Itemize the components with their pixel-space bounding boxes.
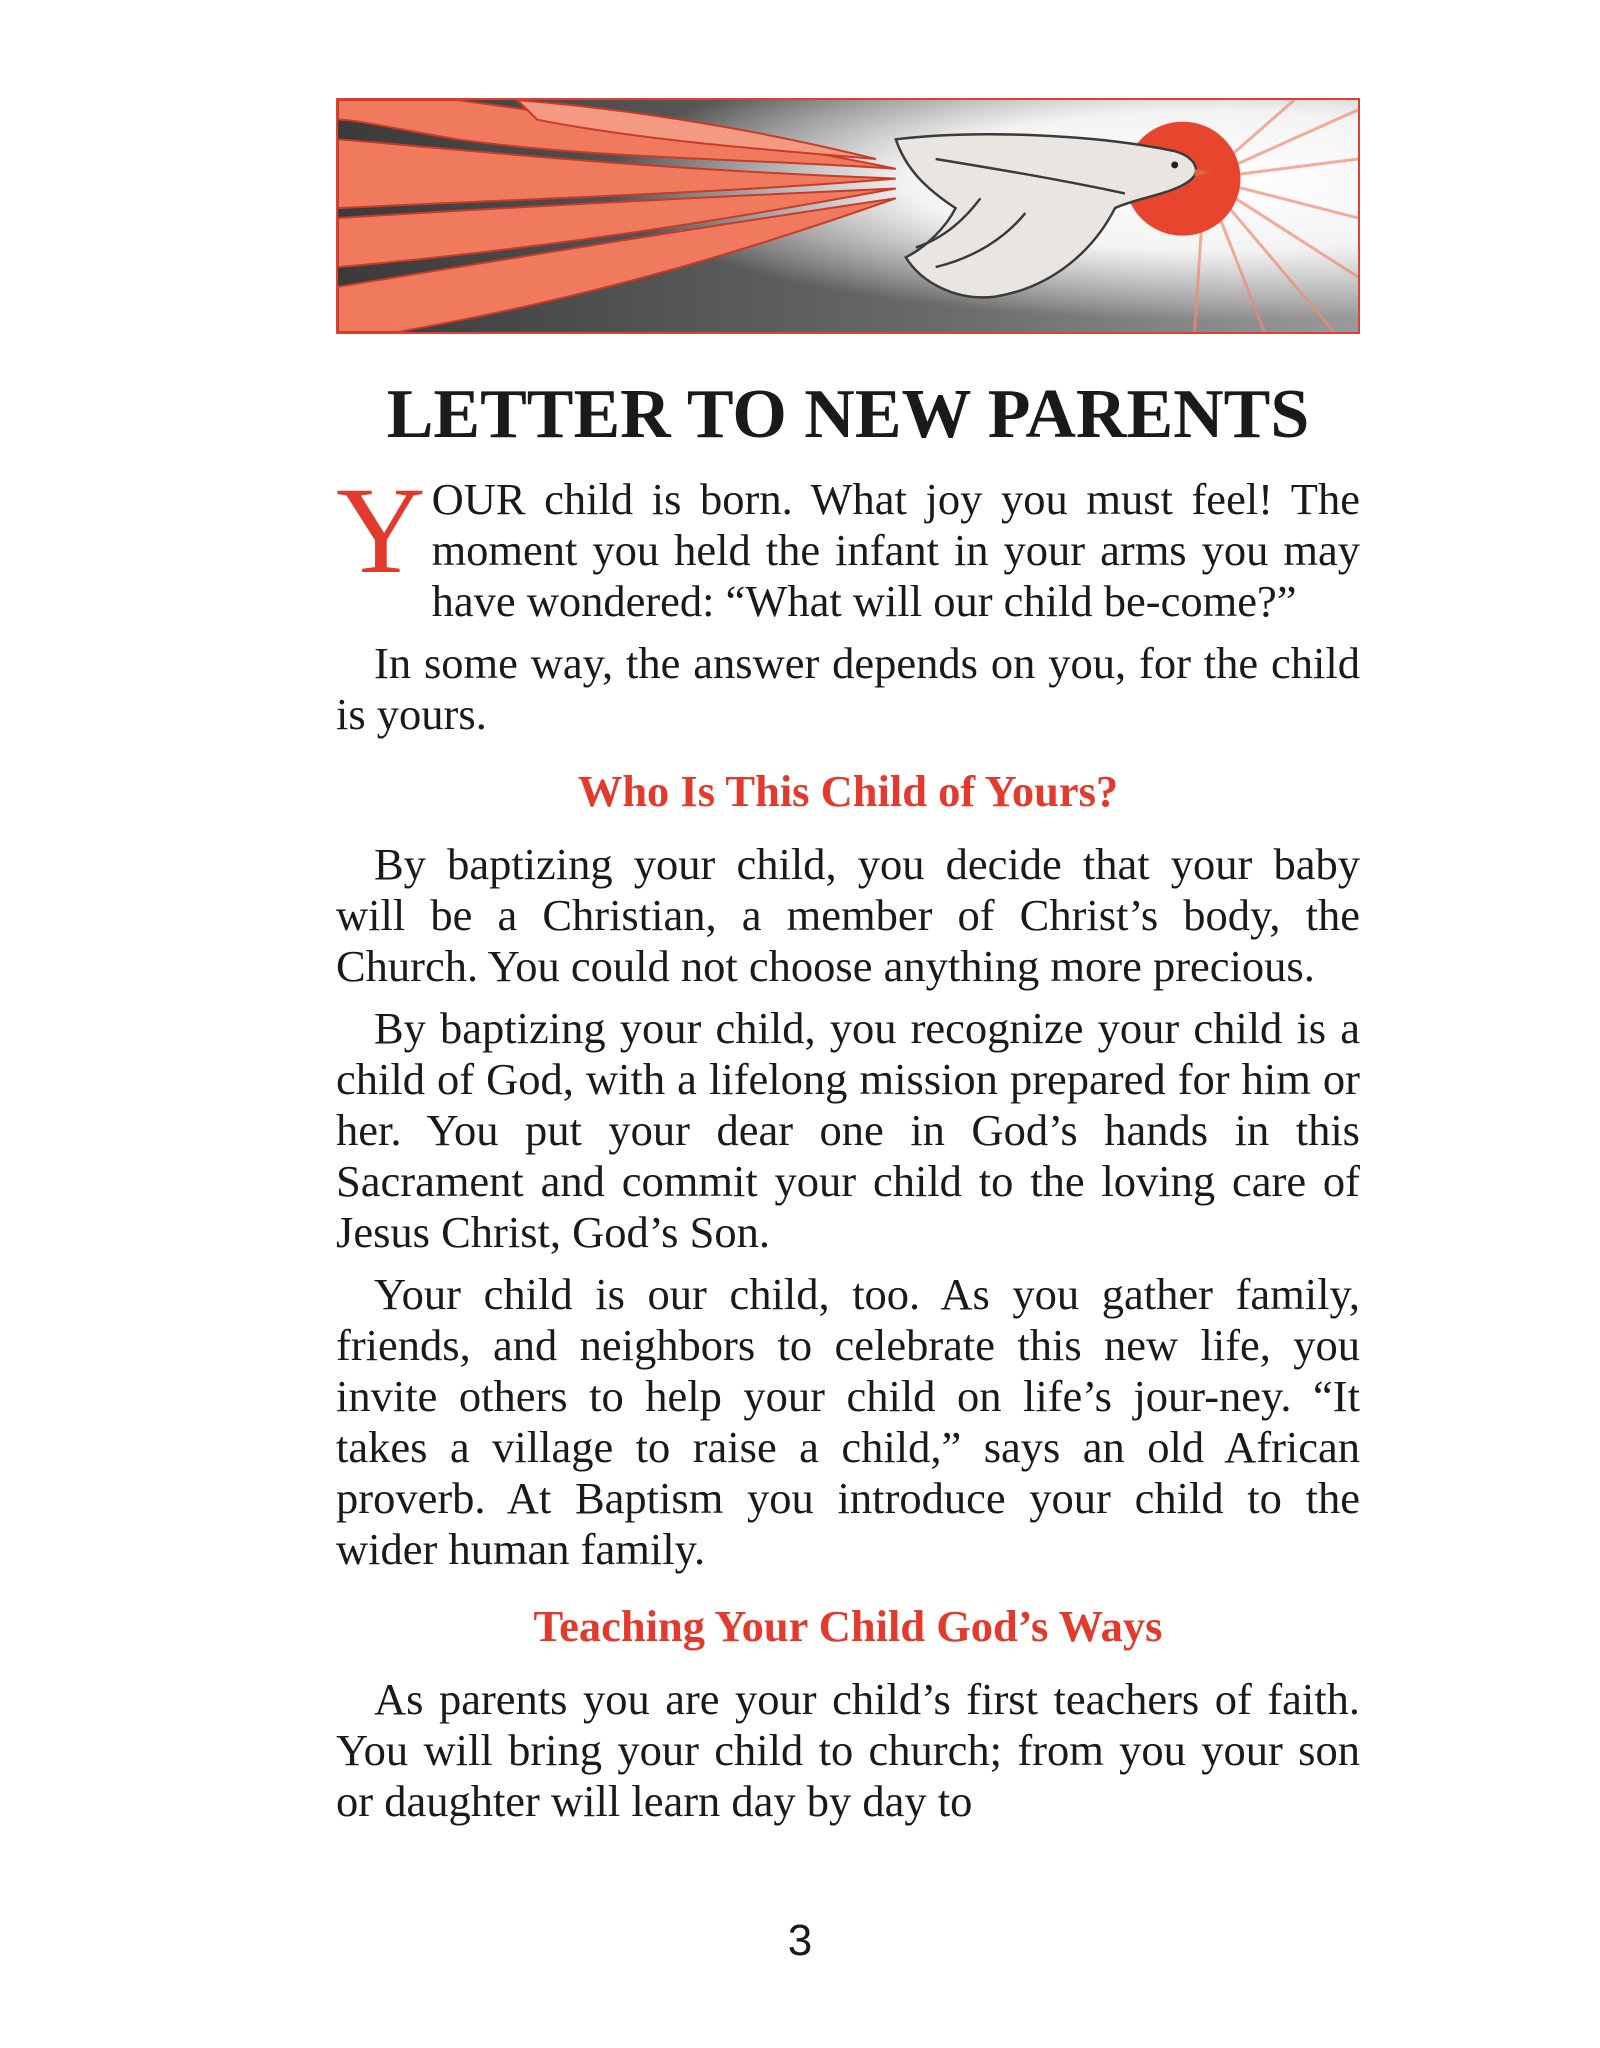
dove-icon	[338, 100, 1358, 332]
paragraph: By baptizing your child, you decide that your baby will be a Christian, a member of Christ’s body, the Church. You could not choose anything more precious.	[336, 839, 1360, 991]
paragraph: By baptizing your child, you recognize your child is a child of God, with a lifelong mission prepared for him or her. You put your dear one in God’s hands in this Sacrament and commit your child to the loving care of Jesus Christ, God’s Son.	[336, 1003, 1360, 1257]
paragraph-text: OUR child is born. What joy you must feel! The moment you held the infant in your arms you may have wondered: “What will our child be-come?”	[431, 474, 1360, 626]
paragraph: As parents you are your child’s first teachers of faith. You will bring your child to church; from you your son or daughter will learn day by day to	[336, 1674, 1360, 1826]
page-title: LETTER TO NEW PARENTS	[386, 376, 1310, 453]
paragraph: In some way, the answer depends on you, for the child is yours.	[336, 638, 1360, 739]
section-heading: Who Is This Child of Yours?	[577, 766, 1119, 816]
drop-cap: Y	[336, 462, 426, 599]
paragraph: Your child is our child, too. As you gather family, friends, and neighbors to celebrate this new life, you invite others to help your child on life’s jour-ney. “It takes a village to raise a child,” says an old African proverb. At Baptism you introduce your child to the wider human family.	[336, 1269, 1360, 1574]
letter-body	[336, 462, 1360, 1827]
page-number: 3	[787, 1916, 813, 1965]
paragraph	[336, 462, 1360, 627]
section-heading: Teaching Your Child God’s Ways	[533, 1601, 1163, 1651]
banner-illustration	[336, 98, 1360, 334]
